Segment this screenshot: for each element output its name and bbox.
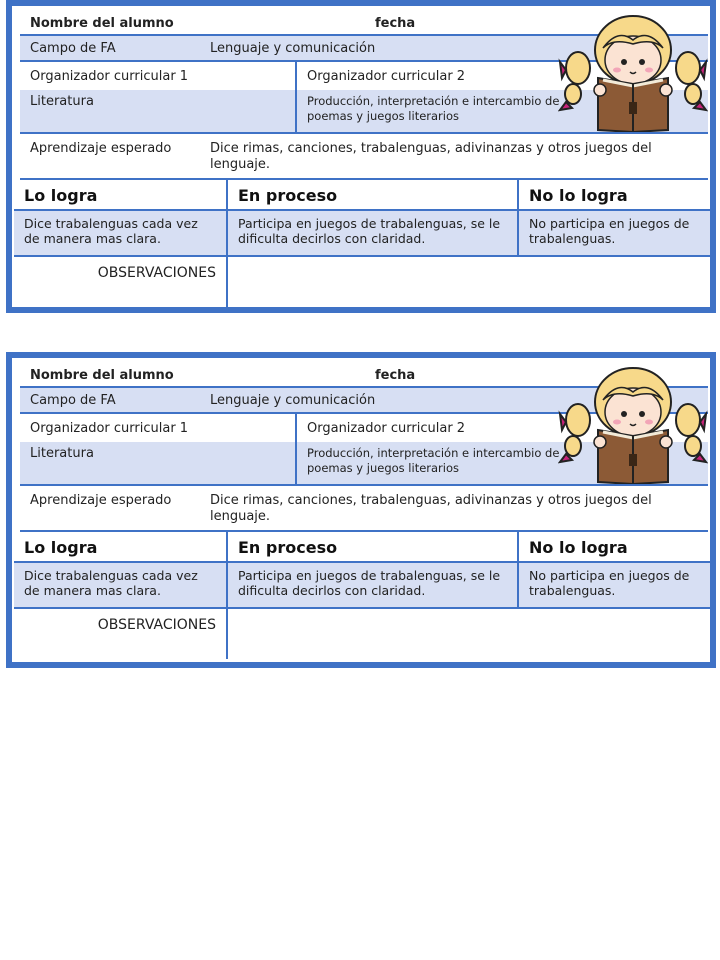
- card-body: [12, 6, 710, 307]
- lo-logra-header: Lo logra: [24, 186, 98, 205]
- no-lo-logra-desc: No participa en juegos de trabalenguas.: [517, 563, 710, 607]
- en-proceso-header: En proceso: [226, 532, 517, 561]
- card-body: [12, 358, 710, 662]
- row-headers: [14, 180, 710, 211]
- fecha-label: fecha: [375, 16, 416, 31]
- aprendizaje-label: Aprendizaje esperado: [30, 141, 172, 156]
- en-proceso-desc: Participa en juegos de trabalenguas, se le dificulta decirlos con claridad.: [226, 563, 517, 607]
- campo-label: Campo de FA: [30, 393, 116, 408]
- campo-value: Lenguaje y comunicación: [210, 41, 376, 56]
- row-observaciones: [14, 257, 710, 307]
- observaciones-field[interactable]: [226, 609, 710, 659]
- girl-reading-book-icon: [558, 10, 708, 132]
- en-proceso-header: En proceso: [226, 180, 517, 209]
- observaciones-label: OBSERVACIONES: [97, 617, 216, 633]
- en-proceso-desc: Participa en juegos de trabalenguas, se le dificulta decirlos con claridad.: [226, 211, 517, 255]
- observaciones-field[interactable]: [226, 257, 710, 307]
- org1-label: Organizador curricular 1: [30, 69, 189, 84]
- row-headers: [14, 532, 710, 563]
- org1-label: Organizador curricular 1: [30, 421, 189, 436]
- fecha-label: fecha: [375, 368, 416, 383]
- row-observaciones: [14, 609, 710, 659]
- campo-label: Campo de FA: [30, 41, 116, 56]
- lo-logra-header: Lo logra: [24, 538, 98, 557]
- observaciones-label: OBSERVACIONES: [97, 265, 216, 281]
- evaluation-card-1: [6, 0, 716, 313]
- org2-label: Organizador curricular 2: [295, 62, 575, 90]
- org1-value: Literatura: [30, 94, 94, 109]
- campo-value: Lenguaje y comunicación: [210, 393, 376, 408]
- nombre-label: Nombre del alumno: [30, 368, 174, 383]
- org2-label: Organizador curricular 2: [295, 414, 575, 442]
- aprendizaje-label: Aprendizaje esperado: [30, 493, 172, 508]
- row-aprendizaje: [20, 486, 708, 532]
- row-aprendizaje: [20, 134, 708, 180]
- lo-logra-desc: Dice trabalenguas cada vez de manera mas clara.: [24, 568, 198, 598]
- no-lo-logra-desc: No participa en juegos de trabalenguas.: [517, 211, 710, 255]
- org2-value: Producción, interpretación e intercambio de poemas y juegos literarios: [295, 90, 575, 132]
- lo-logra-desc: Dice trabalenguas cada vez de manera mas clara.: [24, 216, 198, 246]
- row-descriptions: [14, 563, 710, 609]
- evaluation-card-2: [6, 352, 716, 668]
- row-descriptions: [14, 211, 710, 257]
- nombre-label: Nombre del alumno: [30, 16, 174, 31]
- no-lo-logra-header: No lo logra: [517, 532, 710, 561]
- org1-value: Literatura: [30, 446, 94, 461]
- aprendizaje-value: Dice rimas, canciones, trabalenguas, adivinanzas y otros juegos del lenguaje.: [210, 141, 652, 172]
- org2-value: Producción, interpretación e intercambio de poemas y juegos literarios: [295, 442, 575, 484]
- no-lo-logra-header: No lo logra: [517, 180, 710, 209]
- aprendizaje-value: Dice rimas, canciones, trabalenguas, adivinanzas y otros juegos del lenguaje.: [210, 493, 652, 524]
- girl-reading-book-icon: [558, 362, 708, 484]
